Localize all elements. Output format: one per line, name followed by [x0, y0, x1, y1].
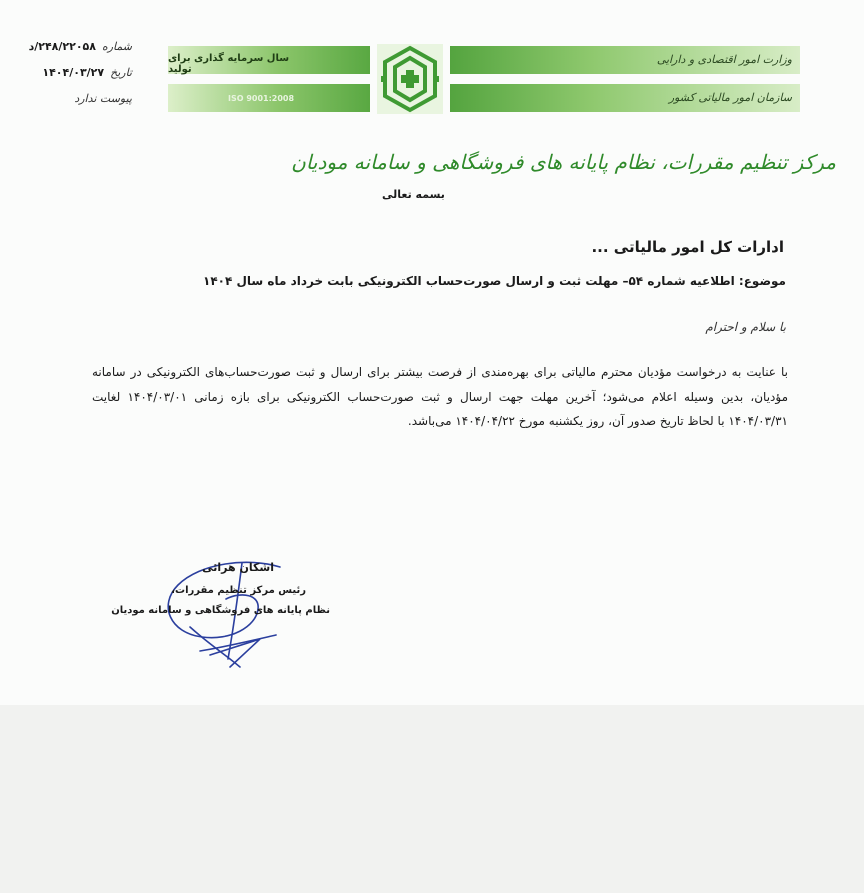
banner-left	[168, 46, 370, 122]
signatory-role-line2: نظام پایانه های فروشگاهی و سامانه مودیان	[111, 605, 330, 616]
subject-line: موضوع: اطلاعیه شماره ۵۴– مهلت ثبت و ارسال صورت‌حساب الکترونیکی بابت خرداد ماه سال ۱۴۰۴	[203, 274, 786, 288]
signatory-name: اشکان هرائی	[202, 561, 274, 574]
letter-date-row	[12, 66, 132, 92]
center-title: مرکز تنظیم مقررات، نظام پایانه های فروشگاهی و سامانه مودیان	[291, 150, 836, 174]
tax-organization-logo-icon	[375, 42, 445, 116]
organization-text: سازمان امور مالیاتی کشور	[668, 91, 792, 104]
organization-band	[450, 84, 800, 112]
letter-body: با عنایت به درخواست مؤدیان محترم مالیاتی برای بهره‌مندی از فرصت بیشتر برای ارسال و ثبت صورت‌حساب‌های الکترونیکی در سامانه مؤدیان، بدین وسیله اعلام می‌شود؛ آخرین مهلت جهت ارسال و ثبت صورت‌حساب الکترونیکی برای بازه زمانی ۱۴۰۴/۰۳/۰۱ لغایت ۱۴۰۴/۰۳/۳۱ با لحاظ تاریخ صدور آن، روز یکشنبه مورخ ۱۴۰۴/۰۴/۲۲ می‌باشد.	[92, 365, 789, 428]
letter-date-label: تاریخ	[110, 66, 132, 79]
ministry-band	[450, 46, 800, 74]
letter-date-value: ۱۴۰۴/۰۳/۲۷	[42, 66, 105, 79]
iso-band	[168, 84, 370, 112]
iso-text: ISO 9001:2008	[228, 94, 295, 103]
slogan-text: سال سرمایه گذاری برای تولید	[168, 53, 290, 75]
signatory-role-line1: رئیس مرکز تنظیم مقررات،	[171, 585, 306, 596]
letter-meta	[12, 40, 132, 118]
letter-number-row	[12, 40, 132, 66]
slogan-band	[168, 46, 370, 74]
letter-attachment-row	[12, 92, 132, 118]
signature-block	[90, 555, 350, 680]
letter-number-label: شماره	[101, 40, 132, 53]
ministry-text: وزارت امور اقتصادی و دارایی	[656, 53, 792, 66]
letter-number-value: ۲۴۸/۲۲۰۵۸/د	[28, 40, 96, 53]
blank-area	[0, 705, 864, 893]
recipient-line: ادارات کل امور مالیاتی ...	[591, 238, 784, 256]
banner-right	[450, 46, 800, 122]
greeting: با سلام و احترام	[705, 320, 786, 334]
letter-attachment-label: پیوست ندارد	[74, 92, 132, 105]
basmala: بسمه تعالی	[382, 188, 445, 201]
